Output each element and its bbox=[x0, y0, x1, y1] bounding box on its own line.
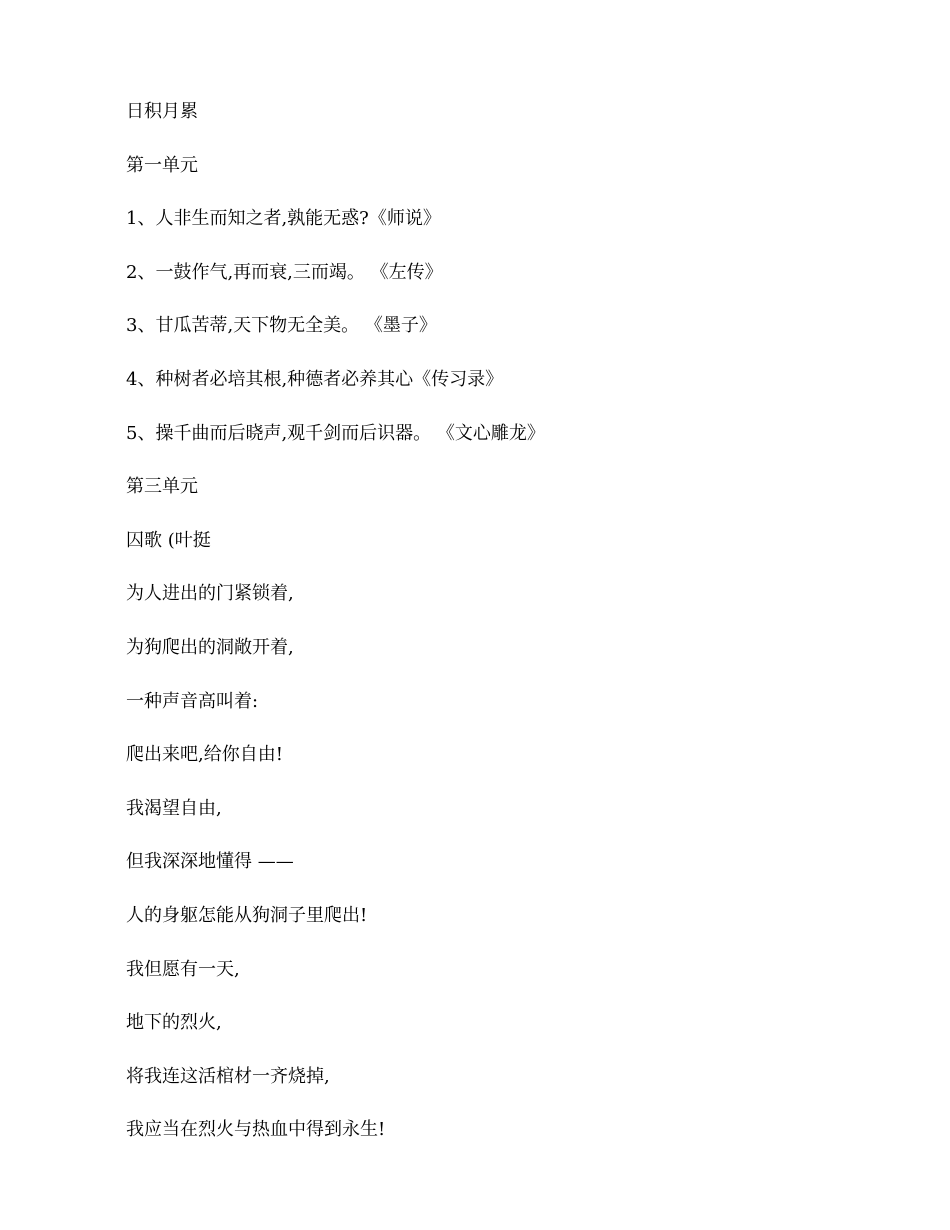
section-heading: 第三单元 bbox=[126, 476, 198, 498]
quote-line: 4、种树者必培其根,种德者必养其心《传习录》 bbox=[126, 368, 504, 390]
poem-line: 我渴望自由, bbox=[126, 797, 222, 819]
poem-line: 为人进出的门紧锁着, bbox=[126, 583, 294, 605]
poem-line: 一种声音高叫着: bbox=[126, 690, 259, 712]
poem-line: 为狗爬出的洞敞开着, bbox=[126, 636, 294, 658]
quote-line: 2、一鼓作气,再而衰,三而竭。 《左传》 bbox=[126, 261, 443, 283]
quote-line: 5、操千曲而后晓声,观千剑而后识器。 《文心雕龙》 bbox=[126, 422, 545, 444]
poem-title: 囚歌 (叶挺 bbox=[126, 529, 211, 551]
poem-line: 人的身躯怎能从狗洞子里爬出! bbox=[126, 904, 368, 926]
poem-line: 我应当在烈火与热血中得到永生! bbox=[126, 1119, 386, 1141]
poem-line: 但我深深地懂得 —— bbox=[126, 851, 294, 873]
quote-line: 3、甘瓜苦蒂,天下物无全美。 《墨子》 bbox=[126, 315, 437, 337]
poem-line: 我但愿有一天, bbox=[126, 958, 240, 980]
quote-line: 1、人非生而知之者,孰能无惑?《师说》 bbox=[126, 208, 441, 230]
poem-line: 将我连这活棺材一齐烧掉, bbox=[126, 1065, 330, 1087]
document-body bbox=[126, 100, 545, 1172]
section-heading: 第一单元 bbox=[126, 154, 198, 176]
poem-line: 爬出来吧,给你自由! bbox=[126, 744, 283, 766]
doc-title: 日积月累 bbox=[126, 101, 198, 122]
poem-line: 地下的烈火, bbox=[126, 1012, 222, 1034]
